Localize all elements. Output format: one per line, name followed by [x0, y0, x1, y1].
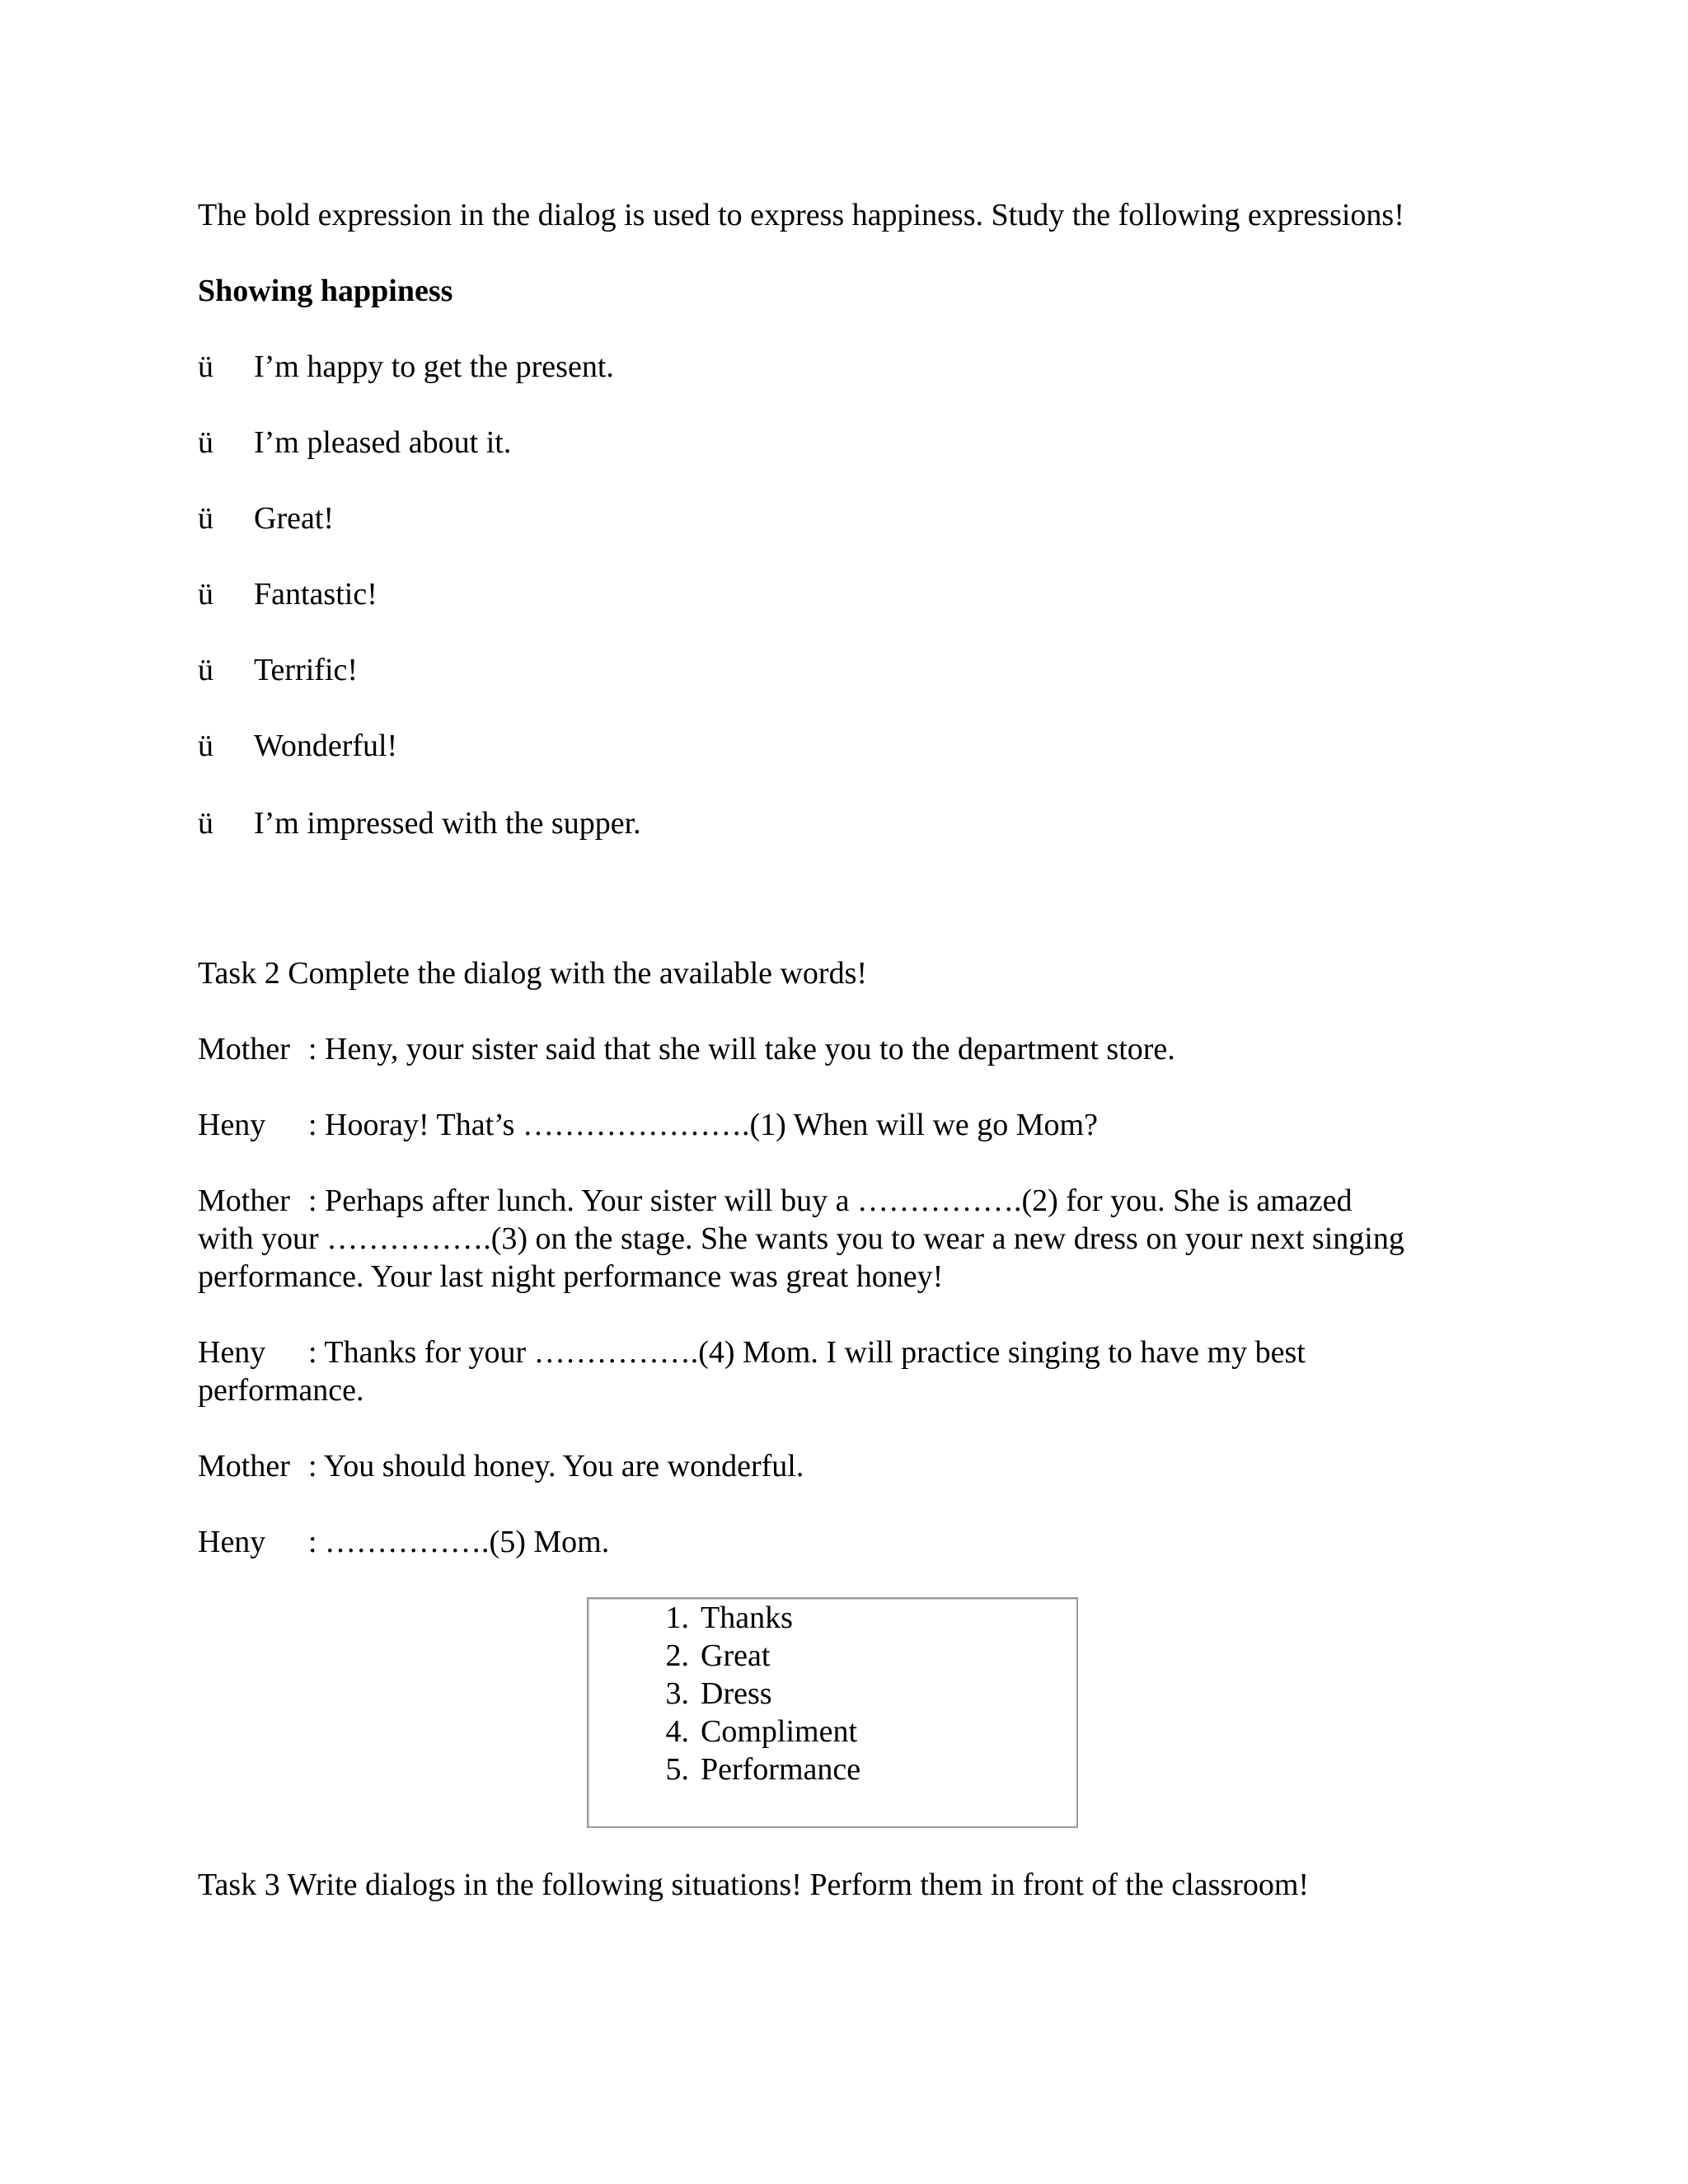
list-item: I’m impressed with the supper.	[254, 806, 641, 841]
dialog-line: : You should honey. You are wonderful.	[308, 1449, 804, 1483]
list-item: I’m pleased about it.	[254, 425, 512, 460]
bullet-check-icon: ü	[198, 349, 213, 384]
bullet-check-icon: ü	[198, 425, 213, 460]
dialog-line: : …………….(5) Mom.	[308, 1525, 610, 1559]
word-box-number: 4.	[665, 1714, 689, 1749]
dialog-line-continued: performance. Your last night performance was great honey!	[198, 1259, 944, 1294]
task2-instruction: Task 2 Complete the dialog with the available words!	[198, 956, 868, 991]
task3-instruction: Task 3 Write dialogs in the following situations! Perform them in front of the classroom!	[198, 1868, 1310, 1902]
dialog-line-continued: performance.	[198, 1373, 364, 1408]
dialog-speaker: Heny	[198, 1108, 266, 1142]
word-box-item	[640, 1675, 772, 1713]
dialog-line: : Hooray! That’s ………………….(1) When will we go Mom?	[308, 1108, 1098, 1142]
word-box-number: 3.	[665, 1676, 689, 1711]
word-box-number: 1.	[665, 1601, 689, 1635]
word-box-word: Dress	[701, 1676, 772, 1711]
dialog-speaker: Heny	[198, 1335, 266, 1370]
word-box-number: 2.	[665, 1638, 689, 1673]
word-box-word: Thanks	[701, 1601, 793, 1635]
bullet-check-icon: ü	[198, 577, 213, 612]
dialog-speaker: Mother	[198, 1183, 290, 1218]
list-item: Wonderful!	[254, 729, 398, 763]
dialog-speaker: Mother	[198, 1032, 290, 1066]
word-box-word: Compliment	[701, 1714, 857, 1749]
bullet-check-icon: ü	[198, 501, 213, 536]
list-item: I’m happy to get the present.	[254, 349, 614, 384]
word-box	[587, 1597, 1078, 1828]
word-box-item	[640, 1713, 857, 1750]
bullet-check-icon: ü	[198, 653, 213, 687]
dialog-speaker: Mother	[198, 1449, 290, 1483]
list-item: Great!	[254, 501, 335, 536]
dialog-line: : Perhaps after lunch. Your sister will buy a …………….(2) for you. She is amazed	[308, 1183, 1353, 1218]
section-title: Showing happiness	[198, 274, 453, 308]
dialog-line: : Thanks for your …………….(4) Mom. I will practice singing to have my best	[308, 1335, 1306, 1370]
word-box-word: Performance	[701, 1752, 861, 1787]
bullet-check-icon: ü	[198, 729, 213, 763]
list-item: Terrific!	[254, 653, 359, 687]
dialog-speaker: Heny	[198, 1525, 266, 1559]
intro-paragraph: The bold expression in the dialog is used to express happiness. Study the following expressions!	[198, 198, 1404, 232]
list-item: Fantastic!	[254, 577, 377, 612]
dialog-line-continued: with your …………….(3) on the stage. She wants you to wear a new dress on your next singing	[198, 1221, 1404, 1256]
word-box-number: 5.	[665, 1752, 689, 1787]
bullet-check-icon: ü	[198, 806, 213, 841]
word-box-item	[640, 1750, 860, 1788]
word-box-item	[640, 1637, 770, 1675]
word-box-item	[640, 1599, 793, 1637]
word-box-word: Great	[701, 1638, 771, 1673]
dialog-line: : Heny, your sister said that she will take you to the department store.	[308, 1032, 1175, 1066]
